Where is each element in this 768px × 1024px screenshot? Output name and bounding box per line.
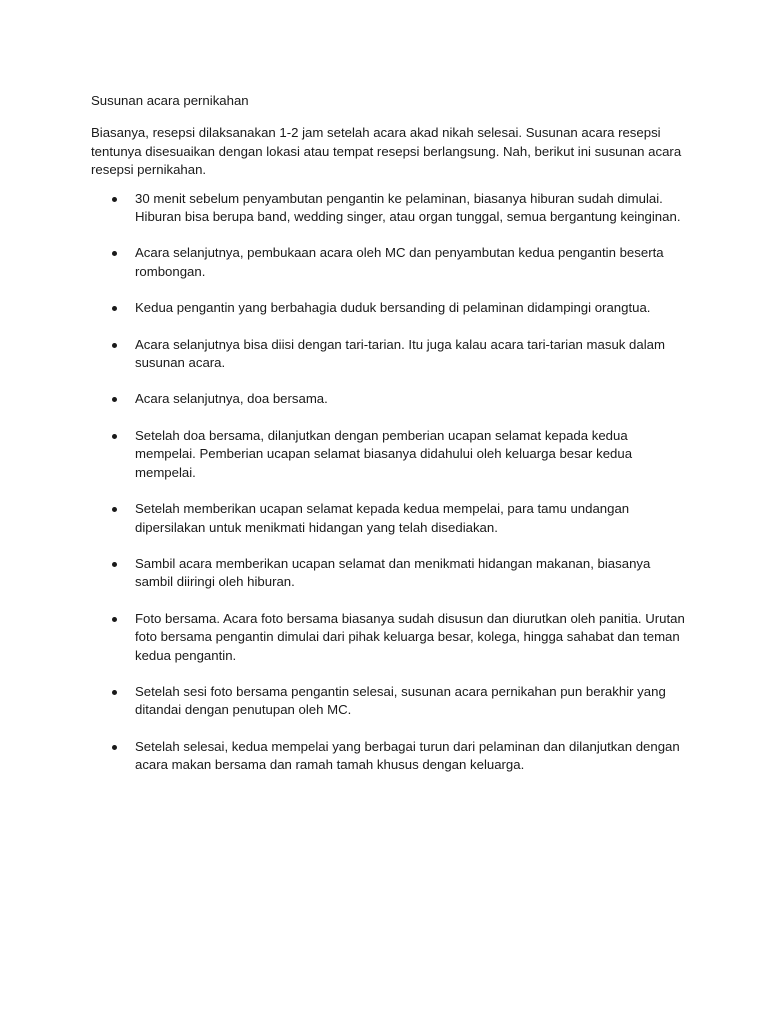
list-item-text: Setelah doa bersama, dilanjutkan dengan pemberian ucapan selamat kepada kedua mempelai. Pemberian ucapan selamat biasanya didahului oleh keluarga besar kedua mempelai. (135, 427, 633, 480)
bullet-icon (112, 197, 117, 202)
list-item-text: Acara selanjutnya, pembukaan acara oleh MC dan penyambutan kedua pengantin beserta rombongan. (135, 245, 664, 279)
list-item (91, 336, 691, 373)
bullet-icon (112, 745, 117, 750)
list-item-text: Setelah memberikan ucapan selamat kepada kedua mempelai, para tamu undangan dipersilakan untuk menikmati hidangan yang telah disediakan. (135, 501, 630, 535)
list-item-text: Setelah sesi foto bersama pengantin selesai, susunan acara pernikahan pun berakhir yang ditandai dengan penutupan oleh MC. (135, 683, 666, 718)
list-item (91, 555, 691, 592)
list-item (91, 738, 691, 775)
list-item (91, 427, 691, 482)
bullet-icon (112, 306, 117, 311)
list-item (91, 683, 691, 720)
bullet-icon (112, 251, 117, 256)
list-item (91, 610, 691, 665)
list-item (91, 390, 691, 408)
intro-paragraph: Biasanya, resepsi dilaksanakan 1-2 jam setelah acara akad nikah selesai. Susunan acara resepsi tentunya disesuaikan dengan lokasi atau tempat resepsi berlangsung. Nah, berikut ini susunan acara resepsi pernikahan. (91, 125, 682, 178)
bullet-icon (112, 397, 117, 402)
list-item (91, 244, 691, 281)
bullet-icon (112, 507, 117, 512)
document-title: Susunan acara pernikahan (91, 93, 249, 108)
list-item-text: Foto bersama. Acara foto bersama biasanya sudah disusun dan diurutkan oleh panitia. Urutan foto bersama pengantin dimulai dari pihak keluarga besar, kolega, hingga sahabat dan teman kedua pengantin. (135, 610, 685, 663)
list-item (91, 500, 691, 537)
bullet-icon (112, 690, 117, 695)
list-item (91, 299, 691, 317)
bullet-icon (112, 562, 117, 567)
list-item-text: Setelah selesai, kedua mempelai yang berbagai turun dari pelaminan dan dilanjutkan dengan acara makan bersama dan ramah tamah khusus dengan keluarga. (135, 738, 680, 773)
bullet-icon (112, 434, 117, 439)
bullet-icon (112, 617, 117, 622)
list-item-text: Kedua pengantin yang berbahagia duduk bersanding di pelaminan didampingi orangtua. (135, 300, 651, 316)
list-item-text: 30 menit sebelum penyambutan pengantin ke pelaminan, biasanya hiburan sudah dimulai. Hiburan bisa berupa band, wedding singer, atau organ tunggal, semua bergantung keinginan. (135, 190, 681, 225)
event-list (91, 190, 691, 775)
list-item-text: Sambil acara memberikan ucapan selamat dan menikmati hidangan makanan, biasanya sambil diiringi oleh hiburan. (135, 555, 651, 590)
list-item (91, 190, 691, 227)
list-item-text: Acara selanjutnya bisa diisi dengan tari-tarian. Itu juga kalau acara tari-tarian masuk dalam susunan acara. (135, 336, 665, 371)
bullet-icon (112, 343, 117, 348)
list-item-text: Acara selanjutnya, doa bersama. (135, 391, 328, 407)
document-body (91, 92, 691, 793)
